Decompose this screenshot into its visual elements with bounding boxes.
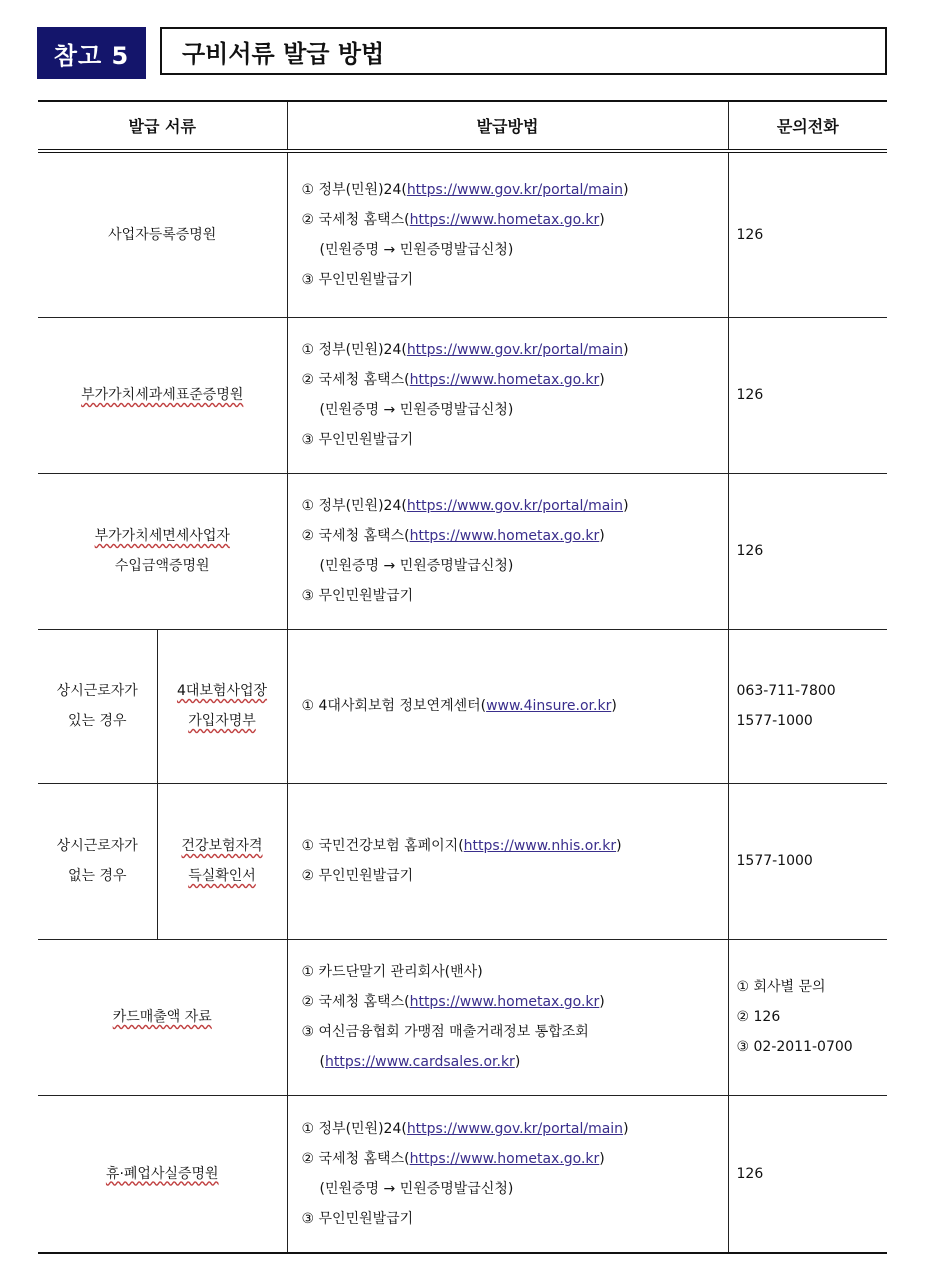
method-text: 정부(민원)24(	[318, 342, 407, 358]
method-line	[302, 1204, 722, 1234]
method-text: 무인민원발급기	[318, 1210, 414, 1227]
phone-cell	[728, 1095, 887, 1253]
url-link[interactable]: https://www.gov.kr/portal/main	[406, 181, 624, 198]
method-line	[302, 691, 722, 721]
method-close: )	[514, 1054, 521, 1070]
method-line	[302, 1047, 722, 1077]
phone-number: ③ 02-2011-0700	[736, 1039, 853, 1055]
step-number: ①	[301, 838, 315, 854]
step-number: ③	[301, 588, 315, 604]
document-cell	[38, 473, 287, 629]
method-text: 정부(민원)24(	[318, 498, 407, 514]
table-row	[38, 939, 887, 1095]
method-close: )	[599, 1150, 605, 1167]
method-line	[302, 265, 722, 295]
phone-cell	[728, 151, 887, 317]
method-text: 국세청 홈택스(	[318, 1150, 410, 1167]
method-cell	[287, 317, 728, 473]
step-number: ①	[301, 498, 315, 514]
phone-number: 126	[736, 226, 764, 243]
table-row	[38, 783, 887, 939]
method-line	[302, 551, 722, 581]
document-name: 건강보험자격	[181, 838, 263, 854]
method-text: (민원증명 → 민원증명발급신청)	[319, 241, 514, 258]
document-name: 부가가치세면세사업자	[94, 528, 230, 544]
step-number: ②	[301, 211, 315, 228]
step-number: ①	[301, 698, 315, 714]
url-link[interactable]: https://www.hometax.go.kr	[409, 211, 600, 228]
document-name: 부가가치세과세표준증명원	[81, 387, 244, 403]
phone-cell	[728, 939, 887, 1095]
document-cell	[38, 151, 287, 317]
method-text: (민원증명 → 민원증명발급신청)	[319, 402, 514, 418]
phone-number: 1577-1000	[736, 853, 813, 869]
step-number: ③	[301, 1210, 315, 1227]
step-number: ①	[301, 181, 315, 198]
method-line	[302, 205, 722, 235]
header-method: 발급방법	[287, 101, 728, 151]
step-number: ③	[301, 1024, 315, 1040]
page-title	[160, 27, 887, 75]
method-text: 국세청 홈택스(	[318, 528, 410, 544]
method-line	[302, 235, 722, 265]
method-line	[302, 521, 722, 551]
document-name: 수입금액증명원	[114, 558, 210, 574]
phone-number: ② 126	[736, 1009, 781, 1025]
url-link[interactable]: https://www.hometax.go.kr	[409, 528, 600, 544]
method-text: (민원증명 → 민원증명발급신청)	[319, 558, 514, 574]
method-text: 국민건강보험 홈페이지(	[318, 838, 464, 854]
method-line	[302, 425, 722, 455]
method-line	[302, 395, 722, 425]
method-close: )	[599, 372, 605, 388]
url-link[interactable]: https://www.nhis.or.kr	[463, 838, 617, 854]
phone-number: 126	[736, 387, 764, 403]
phone-number: 063-711-7800	[736, 683, 836, 699]
document-name: 득실확인서	[188, 868, 256, 884]
step-number: ②	[301, 528, 315, 544]
case-label: 있는 경우	[67, 713, 127, 729]
table-row	[38, 473, 887, 629]
step-number: ②	[301, 1150, 315, 1167]
step-number: ①	[301, 342, 315, 358]
method-text: 국세청 홈택스(	[318, 994, 410, 1010]
method-close: )	[616, 838, 622, 854]
document-name: 휴·폐업사실증명원	[105, 1165, 219, 1182]
method-text: (민원증명 → 민원증명발급신청)	[319, 1180, 514, 1197]
method-close: )	[623, 181, 629, 198]
document-name: 가입자명부	[188, 713, 256, 729]
documents-table	[38, 100, 887, 1254]
header-phone: 문의전화	[728, 101, 887, 151]
url-link[interactable]: https://www.hometax.go.kr	[409, 1150, 600, 1167]
step-number: ②	[301, 372, 315, 388]
method-line	[302, 1017, 722, 1047]
case-cell	[38, 783, 157, 939]
url-link[interactable]: https://www.hometax.go.kr	[409, 994, 600, 1010]
method-text: 정부(민원)24(	[318, 181, 407, 198]
document-cell	[38, 939, 287, 1095]
table-row	[38, 1095, 887, 1253]
method-line	[302, 175, 722, 205]
url-link[interactable]: https://www.gov.kr/portal/main	[406, 1120, 624, 1137]
step-number: ③	[301, 432, 315, 448]
method-line	[302, 335, 722, 365]
header-document: 발급 서류	[38, 101, 287, 151]
phone-number: ① 회사별 문의	[736, 979, 826, 995]
phone-cell	[728, 783, 887, 939]
reference-badge: 참고 5	[37, 27, 146, 79]
case-label: 상시근로자가	[56, 683, 138, 699]
url-link[interactable]: www.4insure.or.kr	[486, 698, 612, 714]
phone-number: 126	[736, 1165, 764, 1182]
document-cell	[38, 1095, 287, 1253]
case-label: 상시근로자가	[56, 838, 138, 854]
document-cell	[157, 783, 287, 939]
method-text: 국세청 홈택스(	[318, 372, 410, 388]
method-close: )	[599, 528, 605, 544]
method-line	[302, 1174, 722, 1204]
phone-cell	[728, 629, 887, 783]
page-title-text: 구비서류 발급 방법	[182, 39, 385, 68]
method-line	[302, 861, 722, 891]
method-line	[302, 957, 722, 987]
method-line	[302, 1144, 722, 1174]
table-row	[38, 629, 887, 783]
step-number: ③	[301, 271, 315, 288]
method-line	[302, 987, 722, 1017]
method-cell	[287, 1095, 728, 1253]
table-header-row	[38, 101, 887, 151]
method-cell	[287, 473, 728, 629]
method-line	[302, 831, 722, 861]
table-row	[38, 151, 887, 317]
document-cell	[38, 317, 287, 473]
method-text: (	[319, 1054, 325, 1070]
method-close: )	[599, 211, 605, 228]
step-number: ②	[301, 994, 315, 1010]
phone-cell	[728, 317, 887, 473]
method-line	[302, 581, 722, 611]
method-text: 여신금융협회 가맹점 매출거래정보 통합조회	[318, 1024, 589, 1040]
case-cell	[38, 629, 157, 783]
step-number: ①	[301, 1120, 315, 1137]
method-text: 무인민원발급기	[318, 868, 414, 884]
url-link[interactable]: https://www.hometax.go.kr	[409, 372, 600, 388]
method-close: )	[623, 342, 629, 358]
method-cell	[287, 151, 728, 317]
url-link[interactable]: https://www.gov.kr/portal/main	[406, 498, 624, 514]
phone-number: 126	[736, 543, 764, 559]
document-name: 4대보험사업장	[176, 683, 268, 699]
method-text: 카드단말기 관리회사(밴사)	[318, 964, 483, 980]
method-line	[302, 491, 722, 521]
method-cell	[287, 629, 728, 783]
method-text: 무인민원발급기	[318, 432, 414, 448]
phone-cell	[728, 473, 887, 629]
method-cell	[287, 783, 728, 939]
method-close: )	[623, 1120, 629, 1137]
phone-number: 1577-1000	[736, 713, 813, 729]
document-name: 카드매출액 자료	[112, 1009, 212, 1025]
url-link[interactable]: https://www.gov.kr/portal/main	[406, 342, 624, 358]
method-text: 4대사회보험 정보연계센터(	[318, 698, 487, 714]
step-number: ①	[301, 964, 315, 980]
method-cell	[287, 939, 728, 1095]
method-line	[302, 365, 722, 395]
method-text: 무인민원발급기	[318, 588, 414, 604]
document-name: 사업자등록증명원	[108, 226, 217, 243]
method-text: 국세청 홈택스(	[318, 211, 410, 228]
method-line	[302, 1114, 722, 1144]
method-text: 정부(민원)24(	[318, 1120, 407, 1137]
method-close: )	[623, 498, 629, 514]
case-label: 없는 경우	[67, 868, 127, 884]
step-number: ②	[301, 868, 315, 884]
url-link[interactable]: https://www.cardsales.or.kr	[324, 1054, 515, 1070]
document-cell	[157, 629, 287, 783]
table-row	[38, 317, 887, 473]
method-close: )	[611, 698, 617, 714]
method-close: )	[599, 994, 605, 1010]
method-text: 무인민원발급기	[318, 271, 414, 288]
